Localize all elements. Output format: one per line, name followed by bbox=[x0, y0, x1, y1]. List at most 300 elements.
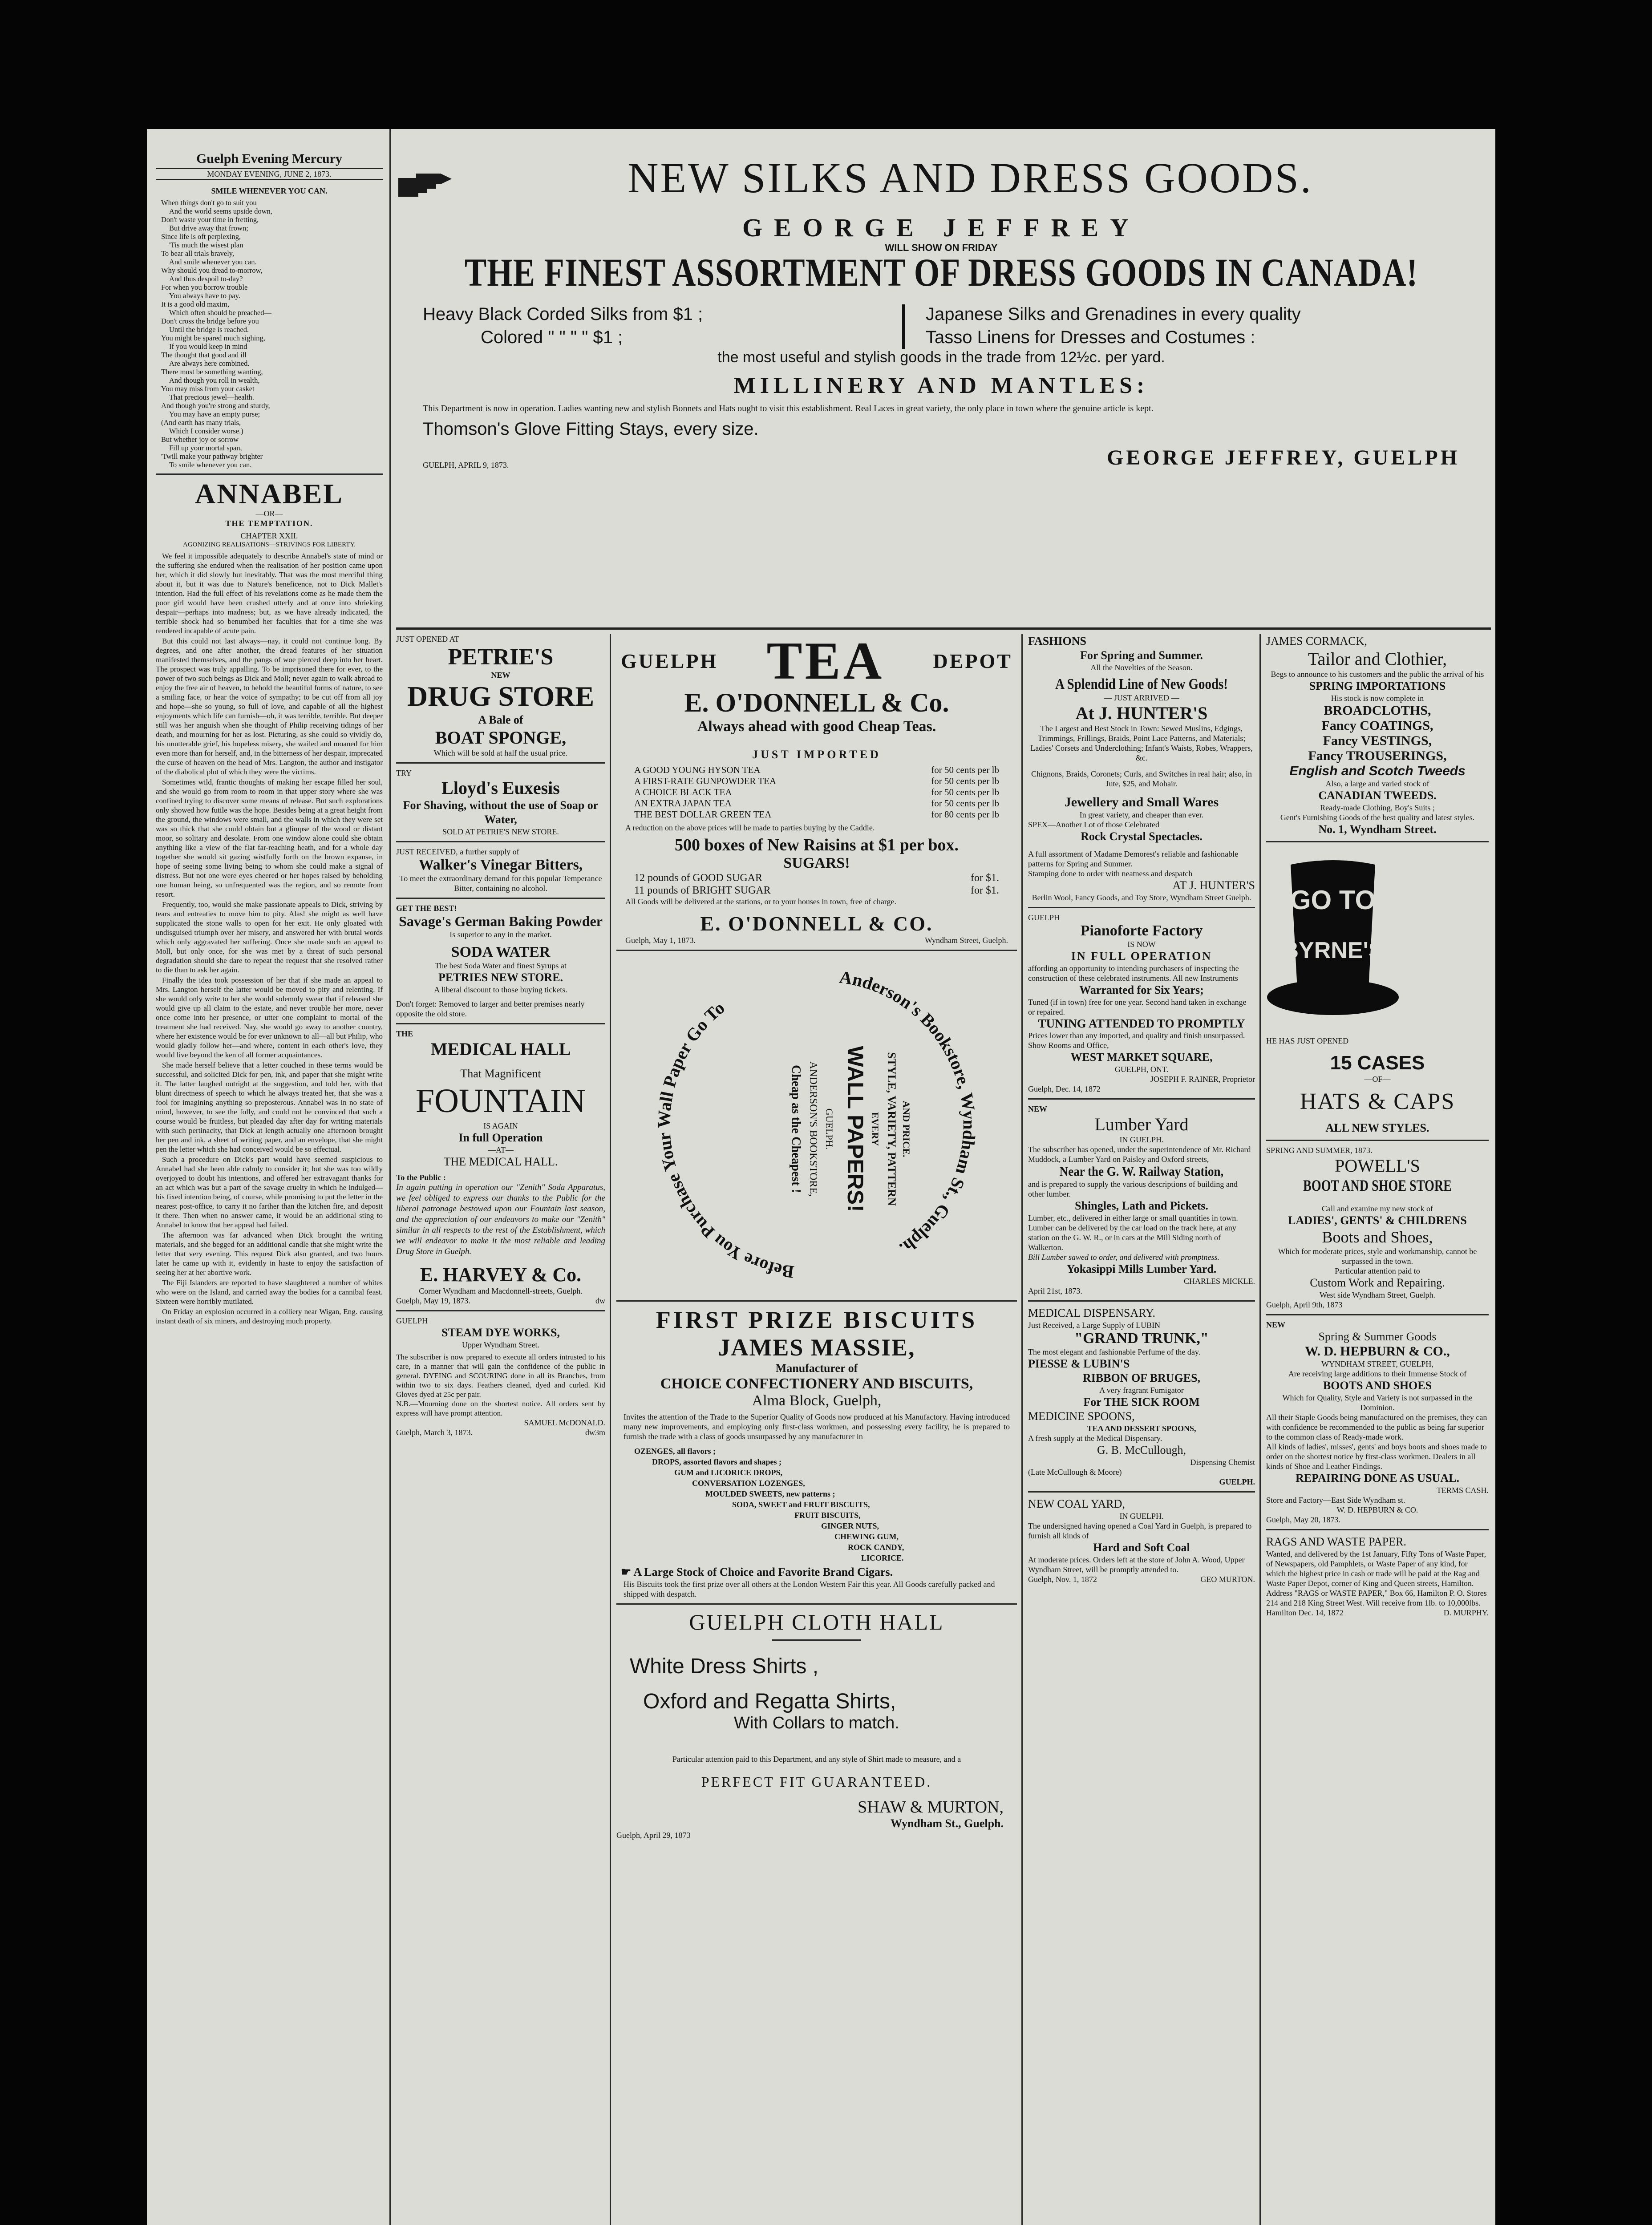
lumber-date: April 21st, 1873. bbox=[1028, 1286, 1083, 1295]
byrne-opened: HE HAS JUST OPENED bbox=[1266, 1036, 1349, 1045]
hepburn-staple: All their Staple Goods being manufactured on the premises, they can with confidence be recommended to the public as being far superior to the common class of Ready-made work. bbox=[1266, 1413, 1487, 1441]
powell-boots: Boots and Shoes, bbox=[1322, 1228, 1433, 1246]
banner-useful: the most useful and stylish goods in the trade from 12½c. per yard. bbox=[717, 349, 1165, 366]
hepburn-street: WYNDHAM STREET, GUELPH, bbox=[1321, 1359, 1433, 1368]
poem-line: Why should you dread to-morrow, bbox=[161, 266, 263, 275]
oval-style: STYLE, VARIETY, PATTERN bbox=[885, 1052, 898, 1206]
hunter-jewellery: Jewellery and Small Wares bbox=[1064, 795, 1219, 809]
petrie-new: NEW bbox=[491, 671, 510, 680]
just-imported: JUST IMPORTED bbox=[752, 748, 881, 761]
poem-line: It is a good old maxim, bbox=[161, 300, 230, 308]
dispensary-sick-room: For THE SICK ROOM bbox=[1083, 1396, 1200, 1408]
petries-new-store: PETRIES NEW STORE. bbox=[438, 971, 563, 984]
story-paragraph: The afternoon was far advanced when Dick brought the writing materials, and she begged for an additional candle that she might write the letter that very evening. This request Dick also granted, and two hours later he came up with it, evidently in haste to enjoy the satisfaction of seeing her at her abortive work. bbox=[156, 1231, 383, 1277]
medical-at: —AT— bbox=[488, 1145, 514, 1154]
coal-murton: GEO MURTON. bbox=[1200, 1575, 1255, 1584]
powell-name: POWELL'S bbox=[1335, 1156, 1420, 1176]
odonnell-tagline: Always ahead with good Cheap Teas. bbox=[697, 718, 936, 735]
hunter-spex: SPEX—Another Lot of those Celebrated bbox=[1028, 820, 1159, 829]
powell-custom: Custom Work and Repairing. bbox=[1310, 1276, 1445, 1289]
lumber-body: The subscriber has opened, under the superintendence of Mr. Richard Muddock, a Lumber Yard on Paisley and Oxford streets, bbox=[1028, 1145, 1251, 1164]
story-paragraph: But this could not last always—nay, it could not continue long. By degrees, and one after another, the dread features of her situation manifested themselves, and the pangs of woe pierced deep into her heart. The prospect was truly appalling. To be imprisoned there for ever, to the power of two such beings as Dick and Moll; never again to walk abroad to enjoy the free air of heaven, to behold the beautiful forms of nature, to see a smiling face, or hear the voice of sympathy; to be cut off from all joy and hope—she so young, so full of love, and capable of all the highest enjoyments which life can furnish—oh, it was terrible, terrible. But deeper still was her anguish when she thought of Philip receiving tidings of her death, and mourning for her as lost. Picturing, as she could so vividly do, his unutterable grief, his hopeless misery, she wailed and moaned for him even more than for herself, and, in the bitterness of her despair, imprecated the curse of heaven on the head of Mrs. Langton, the author and instigator of the diabolical plot of which they were the victims. bbox=[156, 637, 383, 776]
poem-line: You always have to pay. bbox=[169, 291, 240, 300]
poem-line: Don't cross the bridge before you bbox=[161, 317, 259, 325]
soda-discount: A liberal discount to those buying tickets. bbox=[434, 985, 567, 994]
fashions-season: For Spring and Summer. bbox=[1080, 649, 1203, 662]
poem-line: Which often should be preached— bbox=[169, 308, 272, 317]
fashions: FASHIONS bbox=[1028, 635, 1086, 647]
cloth-oxford: Oxford and Regatta Shirts, bbox=[643, 1690, 896, 1713]
dye-body: The subscriber is now prepared to execute all orders intrusted to his care, in a manner that will gain the confidence of the public in general. DYEING and SCOURING done in all its Branches, from within two to six days. Feathers cleaned, dyed and curled. Kid Gloves dyed at 25c per pair. bbox=[396, 1353, 605, 1399]
cormack-complete: His stock is now complete in bbox=[1331, 694, 1424, 703]
tea-price-list bbox=[616, 762, 1017, 823]
powell-west-side: West side Wyndham Street, Guelph. bbox=[1319, 1290, 1436, 1299]
cloth-collars: With Collars to match. bbox=[734, 1714, 899, 1732]
coal-body: The undersigned having opened a Coal Yard in Guelph, is prepared to furnish all kinds of bbox=[1028, 1521, 1252, 1540]
banner-millinery-text: This Department is now in operation. Ladies wanting new and stylish Bonnets and Hats ought to visit this establishment. Real Laces in great variety, the only place in town where the genuine article is kept. bbox=[423, 404, 1154, 413]
medical-the-hall: THE MEDICAL HALL. bbox=[443, 1155, 558, 1168]
odonnell-street: Wyndham Street, Guelph. bbox=[925, 936, 1008, 945]
dispensary-bruges: RIBBON OF BRUGES, bbox=[1082, 1371, 1201, 1384]
cloth-attention: Particular attention paid to this Department, and any style of Shirt made to measure, and a bbox=[672, 1755, 961, 1764]
story-subtitle: THE TEMPTATION. bbox=[225, 519, 313, 528]
cloth-perfect-fit: PERFECT FIT GUARANTEED. bbox=[701, 1774, 932, 1790]
massie-prize: His Biscuits took the first prize over all others at the London Western Fair this year. All Goods carefully packed and shipped with despatch. bbox=[624, 1580, 995, 1598]
svg-text:Before You Purchase Your Wall bbox=[654, 998, 795, 1282]
hepburn-boots: BOOTS AND SHOES bbox=[1323, 1379, 1432, 1392]
poem-line: You might be spared much sighing, bbox=[161, 334, 265, 342]
dispensary-spoons: MEDICINE SPOONS, bbox=[1028, 1410, 1135, 1423]
item-drops: DROPS, assorted flavors and shapes ; bbox=[652, 1457, 782, 1466]
lumber-yard: Lumber Yard bbox=[1094, 1114, 1189, 1134]
price-row bbox=[634, 776, 999, 787]
hunter-variety: In great variety, and cheaper than ever. bbox=[1079, 810, 1204, 819]
poem-line: You may have an empty purse; bbox=[169, 410, 260, 418]
piano-market-square: WEST MARKET SQUARE, bbox=[1070, 1051, 1213, 1064]
caddie-note: A reduction on the above prices will be made to parties buying by the Caddie. bbox=[625, 823, 875, 832]
odonnell-date: Guelph, May 1, 1873. bbox=[625, 936, 696, 945]
banner-date: GUELPH, APRIL 9, 1873. bbox=[423, 461, 509, 469]
item-chewing: CHEWING GUM, bbox=[834, 1532, 899, 1541]
column-hunter bbox=[1028, 634, 1255, 2225]
poem-line: Don't waste your time in fretting, bbox=[161, 215, 259, 224]
piano-is-now: IS NOW bbox=[1127, 940, 1156, 949]
medical-to-public: To the Public : bbox=[396, 1173, 446, 1182]
banner-left-2: Colored " " " " $1 ; bbox=[481, 328, 623, 347]
price-row bbox=[634, 809, 999, 820]
story-paragraph: The Fiji Islanders are reported to have slaughtered a number of whites who were on the Island, and carried away the bodies for a cannibal feast. Sixteen were horribly mutilated. bbox=[156, 1278, 383, 1306]
poem-line: Which I consider worse.) bbox=[169, 427, 243, 435]
biscuits-headline: FIRST PRIZE BISCUITS bbox=[656, 1307, 978, 1333]
cormack-tailor: Tailor and Clothier, bbox=[1308, 649, 1447, 669]
masthead-date: MONDAY EVENING, JUNE 2, 1873. bbox=[156, 168, 383, 180]
savage-baking-powder: Savage's German Baking Powder bbox=[399, 913, 603, 929]
lumber-bill: Bill Lumber sawed to order, and delivered with promptness. bbox=[1028, 1253, 1219, 1262]
story-paragraph: Finally the idea took possession of her that if she made an appeal to Mrs. Langton herself the latter would be moved to pity and relenting. If she would only write to her she would solemnly swear that if released she would give up all claim to the estate, and never trouble her more, never once come into her presence, or utter one complaint to mortal of the treatment she had received. Nay, she would go away to another country, where her existence would be for ever unknown to all—all but Philip, who would gladly follow her—and where, content in each other's love, they would live beyond the ken of all former acquaintances. bbox=[156, 976, 383, 1059]
item-rock: ROCK CANDY, bbox=[848, 1543, 904, 1552]
powell-call: Call and examine my new stock of bbox=[1322, 1204, 1433, 1213]
hepburn-receiving: Are receiving large additions to their Immense Stock of bbox=[1288, 1369, 1467, 1378]
poem-line: The thought that good and ill bbox=[161, 351, 247, 359]
poem-line: (And earth has many trials, bbox=[161, 418, 241, 427]
dye-street: Upper Wyndham Street. bbox=[462, 1340, 540, 1349]
jeffrey-banner bbox=[396, 151, 1486, 623]
piano-warranted: Warranted for Six Years; bbox=[1079, 983, 1204, 996]
cormack-spring: SPRING IMPORTATIONS bbox=[1309, 680, 1446, 692]
coal-hard-soft: Hard and Soft Coal bbox=[1093, 1541, 1190, 1554]
petrie-name: PETRIE'S bbox=[448, 644, 554, 670]
poem-title: SMILE WHENEVER YOU CAN. bbox=[211, 186, 328, 195]
banner-headline: NEW SILKS AND DRESS GOODS. bbox=[628, 154, 1313, 202]
hunter-stock: The Largest and Best Stock in Town: Sewed Muslins, Edgings, Trimmings, Frillings, Braids, Point Lace Patterns, and Materials; Ladies' Corsets and Underclothing; Infant's Waists, Robes, Wrappers, &c. bbox=[1030, 724, 1253, 762]
delivery-note: All Goods will be delivered at the stations, or to your houses in town, free of charge. bbox=[625, 897, 897, 906]
oval-outer-text: Anderson's Bookstore, Wyndham St., Guelph. bbox=[838, 967, 980, 1259]
story-paragraph: She made herself believe that a letter couched in these terms would be successful, and solicited Dick for pen, ink, and paper that she might write it. The latter laughed outright at the suggestion, and told her, with that blunt directness of speech to which he always treated her, that she was a fool for imagining anything so preposterous. Annabel was in no state of mind, however, to see the folly, and could not be convinced that such a course would be fruitless, but pleaded day after day for writing materials with such pertinacity, that Dick at length actually one afternoon brought her pen and ink, a sheet of writing paper, and an envelope, that she might pen the letter which she had conceived would be so effectual. bbox=[156, 1061, 383, 1153]
banner-right-2: Tasso Linens for Dresses and Costumes : bbox=[926, 328, 1255, 347]
poem-line: Until the bridge is reached. bbox=[169, 325, 249, 334]
medical-full-op: In full Operation bbox=[458, 1131, 543, 1144]
price-row bbox=[634, 765, 999, 776]
poem-line: To bear all trials bravely, bbox=[161, 249, 235, 258]
cloth-white-shirts: White Dress Shirts , bbox=[630, 1655, 819, 1678]
rags-title: RAGS AND WASTE PAPER. bbox=[1266, 1535, 1406, 1548]
petrie-sponge-note: Which will be sold at half the usual price. bbox=[433, 748, 568, 757]
coal-new: NEW COAL YARD, bbox=[1028, 1497, 1125, 1510]
story-paragraph: Frequently, too, would she make passionate appeals to Dick, striving by tears and entreaties to move him to pity. Alas! she might as well have supplicated the stone walls to open for her exit. He only gloated with undisguised triumph over her misery, and answered her with brutal words which only aggravated her suffering. Once she made such an appeal to Moll, but only once, for she was met by a threat of such personal degradation should she dare to repeat the request that she resolved rather to die than to ask her again. bbox=[156, 900, 383, 974]
raisins: 500 boxes of New Raisins at $1 per box. bbox=[675, 836, 959, 854]
lloyd-sold: SOLD AT PETRIE'S NEW STORE. bbox=[442, 827, 559, 836]
item-gum: GUM and LICORICE DROPS, bbox=[674, 1468, 783, 1477]
coal-date: Guelph, Nov. 1, 1872 bbox=[1028, 1575, 1097, 1584]
harvey-name: E. HARVEY & Co. bbox=[420, 1264, 582, 1286]
savage-superior: Is superior to any in the market. bbox=[449, 930, 552, 939]
hepburn-sign: W. D. HEPBURN & CO. bbox=[1336, 1505, 1418, 1514]
hepburn-quality: Which for Quality, Style and Variety is not surpassed in the Dominion. bbox=[1282, 1393, 1473, 1412]
petrie-bale: A Bale of bbox=[478, 713, 523, 726]
lumber-supply: and is prepared to supply the various descriptions of building and other lumber. bbox=[1028, 1180, 1238, 1198]
dispensary-chemist: Dispensing Chemist bbox=[1190, 1458, 1255, 1467]
rags-date: Hamilton Dec. 14, 1872 bbox=[1266, 1608, 1344, 1617]
banner-stays: Thomson's Glove Fitting Stays, every size. bbox=[423, 419, 759, 439]
harvey-date: Guelph, May 19, 1873. bbox=[396, 1296, 470, 1305]
poem-line: To smile whenever you can. bbox=[169, 461, 252, 469]
tea-guelph: GUELPH bbox=[621, 649, 718, 672]
item-licorice: LICORICE. bbox=[861, 1553, 904, 1562]
poem-line: 'Tis much the wisest plan bbox=[169, 241, 243, 249]
story-body bbox=[156, 551, 383, 1326]
poem-line: That precious jewel—health. bbox=[169, 393, 255, 401]
massie-address: Alma Block, Guelph, bbox=[752, 1392, 882, 1409]
piano-prices: Prices lower than any imported, and quality and finish unsurpassed. Show Rooms and Office, bbox=[1028, 1031, 1245, 1050]
poem-line: Since life is oft perplexing, bbox=[161, 232, 241, 241]
story-paragraph: Such a procedure on Dick's part would have seemed suspicious to Annabel had she been able calmly to consider it; but she was too wildly overjoyed to doubt his intentions, and offered her extravagant thanks for an act which was but a part of the savage cruelty in which he indulged—his fixed intention being, of course, while promising to put the letter in the nearest post-office, to carry it no farther than the kitchen fire, and deposit it there. Then when no answer came, it would be an additional sting to Annabel to know that her appeal had failed. bbox=[156, 1155, 383, 1229]
hepburn-repairing: REPAIRING DONE AS USUAL. bbox=[1296, 1472, 1459, 1485]
poem-line: But drive away that frown; bbox=[169, 224, 248, 232]
byrne-hats: HATS & CAPS bbox=[1300, 1089, 1455, 1114]
dispensary-grand-trunk: "GRAND TRUNK," bbox=[1074, 1330, 1209, 1347]
story-paragraph: Sometimes wild, frantic thoughts of making her escape filled her soul, and she would go from room to room in that upper story where she was confined trying to discover some means of release. But such explorations only showed how futile was the hope. Besides being at a great height from the ground, the windows were small, and the walls in which they were set was so thick that she could obtain but a glimpse of the wood or distant moor, so solitary and desolate. From one window alone could she obtain anything like a view of the flat far-reaching heath, and for a whole day together she would sit gazing wistfully forth on the brown expanse, in hope of seeing some living being to whom she could make a signal of distress. But not one were eyes cheered or her hopes raised by beholding one human being, so unfrequented was the region, and so remote from resort. bbox=[156, 778, 383, 898]
walker-received: JUST RECEIVED, a further supply of bbox=[396, 847, 519, 856]
price-row bbox=[634, 872, 999, 884]
sugar-price-list bbox=[616, 872, 1017, 897]
cormack-also: Also, a large and varied stock of bbox=[1325, 779, 1429, 788]
poem-line: You may miss from your casket bbox=[161, 384, 255, 393]
poem-line: 'Twill make your pathway brighter bbox=[161, 452, 263, 461]
poem-line: But whether joy or sorrow bbox=[161, 435, 239, 444]
poem-line: And smile whenever you can. bbox=[169, 258, 257, 266]
dye-date: Guelph, March 3, 1873. bbox=[396, 1428, 473, 1437]
piano-date: Guelph, Dec. 14, 1872 bbox=[1028, 1084, 1101, 1093]
dispensary-title: MEDICAL DISPENSARY. bbox=[1028, 1307, 1156, 1319]
column-petrie bbox=[396, 634, 605, 2225]
hat-byrnes: BYRNE'S bbox=[1282, 938, 1384, 963]
poem-line: And though you roll in wealth, bbox=[169, 376, 260, 384]
poem-line: When things don't go to suit you bbox=[161, 198, 257, 207]
hunter-arrived: — JUST ARRIVED — bbox=[1104, 693, 1179, 702]
price-value: for $1. bbox=[971, 885, 999, 896]
cloth-shaw-murton: SHAW & MURTON, bbox=[858, 1798, 1004, 1816]
powell-ladies: LADIES', GENTS' & CHILDRENS bbox=[1288, 1214, 1467, 1227]
cormack-vestings: Fancy VESTINGS, bbox=[1323, 733, 1432, 748]
item-soda: SODA, SWEET and FRUIT BISCUITS, bbox=[732, 1500, 870, 1509]
story-sep: —OR— bbox=[255, 509, 283, 518]
poem-line: Are always here combined. bbox=[169, 359, 250, 368]
dispensary-late: (Late McCullough & Moore) bbox=[1028, 1468, 1122, 1477]
dye-works: STEAM DYE WORKS, bbox=[441, 1326, 560, 1339]
hat-go-to: GO TO bbox=[1290, 885, 1376, 915]
column-tea bbox=[616, 634, 1017, 2225]
walker-note: To meet the extraordinary demand for this popular Temperance Bitter, containing no alcohol. bbox=[399, 874, 602, 893]
newspaper-page bbox=[147, 129, 1495, 2225]
hunter-splendid: A Splendid Line of New Goods! bbox=[1055, 676, 1228, 692]
cigars-line bbox=[616, 1565, 1017, 1579]
powell-season: SPRING AND SUMMER, 1873. bbox=[1266, 1146, 1373, 1155]
hepburn-date: Guelph, May 20, 1873. bbox=[1266, 1515, 1340, 1524]
price-item: AN EXTRA JAPAN TEA bbox=[634, 798, 732, 809]
price-row bbox=[634, 787, 999, 798]
byrne-styles: ALL NEW STYLES. bbox=[1325, 1121, 1429, 1134]
removed-note: Don't forget: Removed to larger and better premises nearly opposite the old store. bbox=[396, 999, 585, 1018]
cormack-trouserings: Fancy TROUSERINGS, bbox=[1308, 748, 1447, 763]
cloth-date: Guelph, April 29, 1873 bbox=[616, 1831, 691, 1840]
masthead-title: Guelph Evening Mercury bbox=[196, 151, 342, 166]
banner-merchant: GEORGE JEFFREY bbox=[742, 213, 1141, 242]
item-fruit: FRUIT BISCUITS, bbox=[794, 1511, 861, 1520]
price-row bbox=[634, 798, 999, 809]
pointing-hand-icon bbox=[396, 169, 454, 200]
savage-get-best: GET THE BEST! bbox=[396, 904, 457, 913]
price-item: 11 pounds of BRIGHT SUGAR bbox=[634, 885, 771, 896]
hepburn-spring: Spring & Summer Goods bbox=[1318, 1330, 1437, 1343]
price-value: for 50 cents per lb bbox=[931, 776, 999, 786]
hunter-at: AT J. HUNTER'S bbox=[1172, 879, 1255, 892]
powell-date: Guelph, April 9th, 1873 bbox=[1266, 1300, 1343, 1309]
item-ginger: GINGER NUTS, bbox=[821, 1521, 879, 1530]
dye-nb: N.B.—Mourning done on the shortest notice. All orders sent by express will have prompt attention. bbox=[396, 1400, 605, 1417]
cormack-name: JAMES CORMACK, bbox=[1266, 635, 1367, 647]
medical-again: IS AGAIN bbox=[483, 1121, 518, 1130]
poem-line: If you would keep in mind bbox=[169, 342, 247, 351]
powell-prices: Which for moderate prices, style and workmanship, cannot be surpassed in the town. bbox=[1278, 1247, 1477, 1266]
oval-bookstore: ANDERSON'S BOOKSTORE, bbox=[807, 1061, 819, 1197]
tea-depot: DEPOT bbox=[933, 649, 1012, 672]
cormack-tweeds: English and Scotch Tweeds bbox=[1289, 764, 1466, 778]
dye-guelph: GUELPH bbox=[396, 1316, 428, 1325]
lumber-delivered: Lumber, etc., delivered in either large or small quantities in town. Lumber can be delivered by the car load on the track here, at any station on the G. W. R., or in cars at the Mill Siding north of Walkerton. bbox=[1028, 1214, 1238, 1252]
poem-line: Fill up your mortal span, bbox=[169, 444, 242, 452]
massie-manufacturer: Manufacturer of bbox=[775, 1362, 858, 1375]
petrie-sponge: BOAT SPONGE, bbox=[435, 728, 567, 748]
hunter-demorest: A full assortment of Madame Demorest's reliable and fashionable patterns for Spring and Summer. bbox=[1028, 850, 1239, 868]
massie-body: Invites the attention of the Trade to the Superior Quality of Goods now produced at his Manufactory. Having introduced many new improvements, and employing only first-class workmen, and possessing every facility, he is prepared to furnish the trade with a class of goods unsurpassed by any manufacturer in bbox=[624, 1412, 1010, 1441]
tea-big: TEA bbox=[766, 634, 885, 690]
hepburn-all-kinds: All kinds of ladies', misses', gents' and boys boots and shoes made to order on the shortest notice by first-class workmen. Dealers in all kinds of Shoe and Leather Findings. bbox=[1266, 1442, 1487, 1471]
piano-full-op: IN FULL OPERATION bbox=[1071, 950, 1212, 963]
piano-ont: GUELPH, ONT. bbox=[1114, 1065, 1169, 1074]
hunter-spectacles: Rock Crystal Spectacles. bbox=[1081, 830, 1203, 843]
rags-body: Wanted, and delivered by the 1st January, Fifty Tons of Waste Paper, of Newspapers, old Pamphlets, or Waste Paper of any kind, for which the highest price in cash or trade will be paid at the Rag and Waste Paper Depot, corner of King and Queen streets, Hamilton. Address "RAGS or WASTE PAPER," Box 66, Hamilton P. O. Stores 214 and 218 King Street West. Will receive from 1lb. to 10,000lbs. bbox=[1266, 1549, 1487, 1607]
poem-line: For when you borrow trouble bbox=[161, 283, 248, 291]
hepburn-store: Store and Factory—East Side Wyndham st. bbox=[1266, 1496, 1405, 1505]
lumber-mills: Yokasippi Mills Lumber Yard. bbox=[1066, 1262, 1217, 1275]
item-lozenges: OZENGES, all flavors ; bbox=[634, 1447, 716, 1456]
dispensary-guelph: GUELPH. bbox=[1219, 1477, 1255, 1486]
banner-signature: GEORGE JEFFREY, GUELPH bbox=[1107, 446, 1460, 469]
cormack-canadian: CANADIAN TWEEDS. bbox=[1318, 789, 1437, 802]
cormack-gents: Gent's Furnishing Goods of the best quality and latest styles. bbox=[1280, 813, 1475, 822]
banner-left-1: Heavy Black Corded Silks from $1 ; bbox=[423, 304, 703, 324]
oval-left-text: Before You Purchase Your Wall Paper Go To bbox=[653, 997, 795, 1282]
odonnell-name: E. O'DONNELL & Co. bbox=[684, 688, 949, 717]
story-chapter-sub: AGONIZING REALISATIONS—STRIVINGS FOR LIBERTY. bbox=[183, 541, 356, 548]
piano-body: affording an opportunity to intending purchasers of inspecting the construction of these celebrated instruments. All new Instruments bbox=[1028, 964, 1239, 983]
dispensary-mccullough: G. B. McCullough, bbox=[1097, 1444, 1186, 1456]
banner-assortment: THE FINEST ASSORTMENT OF DRESS GOODS IN CANADA! bbox=[464, 251, 1418, 295]
massie-confectionery: CHOICE CONFECTIONERY AND BISCUITS, bbox=[660, 1375, 973, 1392]
medical-magnificent: That Magnificent bbox=[460, 1067, 541, 1080]
dispensary-tea-spoons: TEA AND DESSERT SPOONS, bbox=[1087, 1424, 1196, 1433]
oval-cheap: Cheap as the Cheapest ! bbox=[789, 1065, 803, 1193]
cormack-coatings: Fancy COATINGS, bbox=[1321, 718, 1433, 733]
banner-millinery: MILLINERY AND MANTLES: bbox=[733, 373, 1149, 398]
hunter-stamping: Stamping done to order with neatness and despatch bbox=[1028, 869, 1193, 878]
poem-body bbox=[156, 198, 383, 469]
banner-right-1: Japanese Silks and Grenadines in every quality bbox=[926, 304, 1301, 324]
lumber-shingles: Shingles, Lath and Pickets. bbox=[1075, 1199, 1208, 1212]
story-title: ANNABEL bbox=[195, 478, 344, 510]
oval-price: AND PRICE. bbox=[901, 1100, 912, 1157]
piano-factory: Pianoforte Factory bbox=[1080, 922, 1203, 939]
column-cormack bbox=[1266, 634, 1489, 2225]
lloyd-shaving: For Shaving, without the use of Soap or Water, bbox=[403, 799, 599, 826]
hepburn-new: NEW bbox=[1266, 1320, 1286, 1329]
cormack-announce: Begs to announce to his customers and the public the arrival of his bbox=[1271, 670, 1484, 679]
piano-tuned: Tuned (if in town) free for one year. Second hand taken in exchange or repaired. bbox=[1028, 998, 1247, 1016]
medical-hall: MEDICAL HALL bbox=[430, 1039, 571, 1059]
poem-line: And thus despoil to-day? bbox=[169, 275, 243, 283]
price-item: A FIRST-RATE GUNPOWDER TEA bbox=[634, 776, 777, 786]
medical-notice: In again putting in operation our "Zenith" Soda Apparatus, we feel obliged to express our thanks to the Public for the liberal patronage bestowed upon our Fountain last season, and the appreciation of our endeavors to make our "Zenith" similar in all respects to the rest of the Establishment, which we will endeavor to make it the most reliable and leading Drug Store in Guelph. bbox=[396, 1183, 605, 1256]
price-value: for 50 cents per lb bbox=[931, 787, 999, 797]
harvey-code: dw bbox=[595, 1296, 605, 1305]
price-row bbox=[634, 884, 999, 897]
poem-line: And the world seems upside down, bbox=[169, 207, 272, 215]
price-item: 12 pounds of GOOD SUGAR bbox=[634, 872, 763, 884]
top-hat-icon bbox=[1266, 856, 1400, 1025]
price-item: THE BEST DOLLAR GREEN TEA bbox=[634, 809, 772, 820]
price-item: A GOOD YOUNG HYSON TEA bbox=[634, 765, 761, 775]
left-column bbox=[156, 151, 383, 2225]
hepburn-name: W. D. HEPBURN & CO., bbox=[1305, 1344, 1450, 1359]
dispensary-lubin: Just Received, a Large Supply of LUBIN bbox=[1028, 1321, 1161, 1330]
massie-name: JAMES MASSIE, bbox=[718, 1334, 915, 1361]
soda-note: The best Soda Water and finest Syrups at bbox=[435, 961, 567, 970]
cigars-text: A Large Stock of Choice and Favorite Brand Cigars. bbox=[633, 1566, 893, 1578]
price-value: for $1. bbox=[971, 872, 999, 884]
hunter-chignons: Chignons, Braids, Coronets; Curls, and Switches in real hair; also, in Jute, $25, and Mohair. bbox=[1031, 769, 1252, 788]
lumber-mickle: CHARLES MICKLE. bbox=[1183, 1277, 1255, 1286]
soda-water: SODA WATER bbox=[451, 944, 551, 960]
hunter-name: At J. HUNTER'S bbox=[1075, 703, 1208, 723]
harvey-address: Corner Wyndham and Macdonnell-streets, Guelph. bbox=[419, 1286, 583, 1295]
oval-every: EVERY bbox=[870, 1112, 881, 1146]
dispensary-fresh: A fresh supply at the Medical Dispensary. bbox=[1028, 1434, 1162, 1443]
lumber-new: NEW bbox=[1028, 1104, 1048, 1113]
byrne-of: —OF— bbox=[1364, 1075, 1391, 1084]
medical-fountain: FOUNTAIN bbox=[415, 1082, 586, 1120]
byrne-cases: 15 CASES bbox=[1330, 1052, 1425, 1074]
anderson-wallpaper-oval bbox=[616, 964, 1017, 1285]
petrie-opened: JUST OPENED AT bbox=[396, 635, 459, 643]
cloth-street: Wyndham St., Guelph. bbox=[890, 1817, 1004, 1830]
lumber-guelph: IN GUELPH. bbox=[1119, 1135, 1164, 1144]
fashions-novelties: All the Novelties of the Season. bbox=[1090, 663, 1193, 672]
banner-will-show: WILL SHOW ON FRIDAY bbox=[885, 242, 998, 253]
piano-guelph: GUELPH bbox=[1028, 913, 1060, 922]
coal-prices: At moderate prices. Orders left at the store of John A. Wood, Upper Wyndham Street, will be promptly attended to. bbox=[1028, 1555, 1245, 1574]
price-item: A CHOICE BLACK TEA bbox=[634, 787, 732, 797]
oval-guelph: GUELPH. bbox=[824, 1108, 835, 1150]
oval-wallpapers: WALL PAPERS! bbox=[843, 1046, 868, 1212]
petrie-drug-store: DRUG STORE bbox=[407, 680, 595, 712]
dye-code: dw3m bbox=[585, 1428, 605, 1437]
poem-line: And though you're strong and sturdy, bbox=[161, 401, 270, 410]
lloyd-euxesis: Lloyd's Euxesis bbox=[441, 778, 560, 798]
sugars: SUGARS! bbox=[783, 855, 850, 871]
hunter-berlin: Berlin Wool, Fancy Goods, and Toy Store, Wyndham Street Guelph. bbox=[1032, 893, 1251, 902]
price-value: for 80 cents per lb bbox=[931, 809, 999, 820]
hepburn-terms: TERMS CASH. bbox=[1436, 1486, 1489, 1495]
dye-owner: SAMUEL McDONALD. bbox=[524, 1418, 605, 1427]
price-value: for 50 cents per lb bbox=[931, 798, 999, 809]
powell-attention: Particular attention paid to bbox=[1335, 1266, 1420, 1275]
cloth-hall: GUELPH CLOTH HALL bbox=[689, 1610, 944, 1634]
dispensary-fumigator: A very fragrant Fumigator bbox=[1099, 1386, 1184, 1395]
item-moulded: MOULDED SWEETS, new patterns ; bbox=[705, 1489, 835, 1498]
lumber-station: Near the G. W. Railway Station, bbox=[1059, 1164, 1224, 1179]
piano-tuning: TUNING ATTENDED TO PROMPTLY bbox=[1038, 1017, 1245, 1030]
powell-store: BOOT AND SHOE STORE bbox=[1303, 1177, 1452, 1194]
hand-icon: ☛ bbox=[621, 1566, 634, 1578]
poem-line: There must be something wanting, bbox=[161, 368, 263, 376]
story-chapter: CHAPTER XXII. bbox=[240, 531, 298, 540]
piano-rainer: JOSEPH F. RAINER, Proprietor bbox=[1150, 1075, 1255, 1084]
item-conversation: CONVERSATION LOZENGES, bbox=[692, 1479, 805, 1488]
lloyd-try: TRY bbox=[396, 769, 412, 777]
coal-guelph: IN GUELPH. bbox=[1119, 1512, 1164, 1521]
dispensary-perfume: The most elegant and fashionable Perfume of the day. bbox=[1028, 1347, 1201, 1356]
cormack-ready-made: Ready-made Clothing, Boy's Suits ; bbox=[1320, 803, 1435, 812]
